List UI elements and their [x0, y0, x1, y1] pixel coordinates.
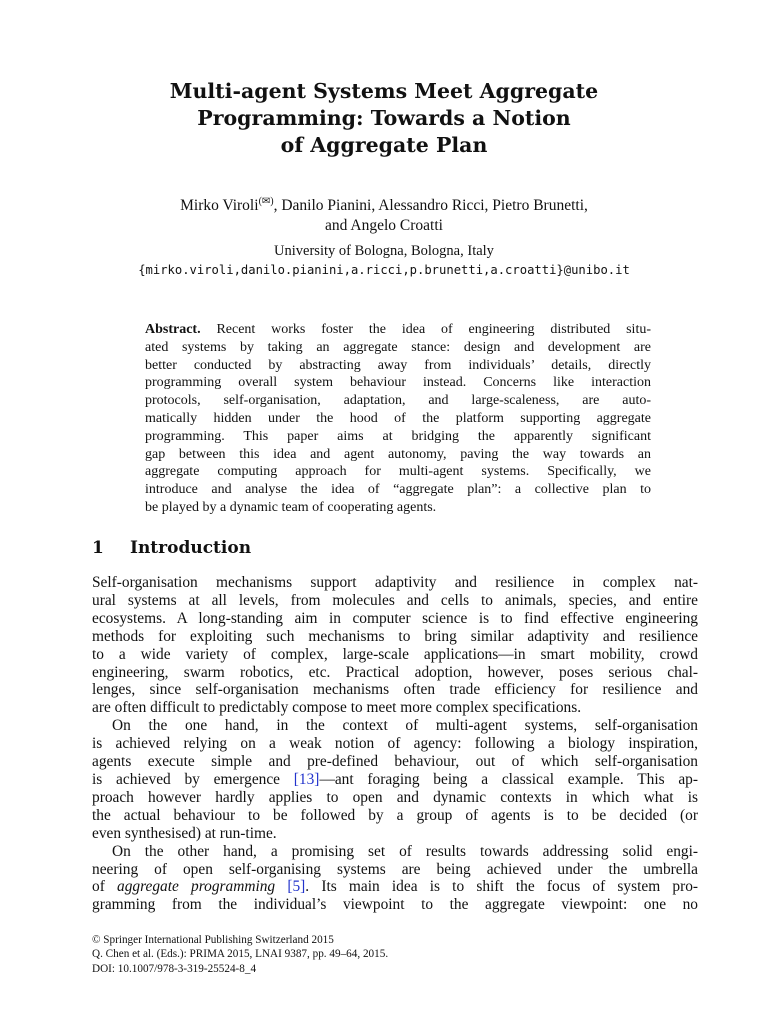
body-line: proach however hardly applies to open and dynamic contexts in which what is [92, 788, 698, 806]
envelope-icon: (✉) [258, 196, 274, 207]
abstract-label: Abstract. [145, 322, 201, 337]
publication-footer [92, 933, 388, 976]
body-line: of aggregate programming [5]. Its main idea is to shift the focus of system pro- [92, 878, 699, 896]
corresponding-author: Mirko Viroli [180, 197, 259, 215]
doi: DOI: 10.1007/978-3-319-25524-8_4 [92, 962, 257, 975]
proceedings-citation: Q. Chen et al. (Eds.): PRIMA 2015, LNAI 9387, pp. 49–64, 2015. [92, 948, 389, 961]
body-line: methods for exploiting such mechanisms to bring similar adaptivity and resilience [92, 627, 698, 645]
body-line: On the one hand, in the context of multi-agent systems, self-organisation [112, 717, 698, 735]
body-line: gramming from the individual’s viewpoint to the aggregate viewpoint: one no [92, 896, 698, 914]
abstract-line: better conducted by abstracting away from individuals’ details, directly [145, 357, 651, 373]
abstract-line: programming overall system behaviour instead. Concerns like interaction [145, 375, 651, 391]
abstract-line: ated systems by taking an aggregate stance: design and development are [145, 339, 651, 355]
institution: University of Bologna, Bologna, Italy [274, 243, 494, 259]
author-emails: {mirko.viroli,danilo.pianini,a.ricci,p.brunetti,a.croatti}@unibo.it [138, 263, 630, 277]
title-line-2: Programming: Towards a Notion [197, 106, 571, 130]
title-line-3: of Aggregate Plan [280, 133, 488, 157]
abstract-line: Abstract. Recent works foster the idea of engineering distributed situ- [145, 322, 651, 337]
citation-link-13[interactable]: [13] [293, 770, 320, 788]
abstract-line: introduce and analyse the idea of “aggregate plan”: a collective plan to [145, 482, 651, 498]
copyright-notice: © Springer International Publishing Switzerland 2015 [92, 934, 334, 946]
paper-title [0, 78, 768, 159]
body-line: engineering, swarm robotics, etc. Practical adoption, however, poses serious chal- [92, 663, 698, 681]
title-line-1: Multi-agent Systems Meet Aggregate [169, 79, 599, 103]
body-line: Self-organisation mechanisms support adaptivity and resilience in complex nat- [92, 574, 698, 591]
abstract-line: protocols, self-organisation, adaptation, and large-scaleness, are auto- [145, 393, 651, 409]
authors-line-2: and Angelo Croatti [325, 217, 443, 235]
section-number: 1 [92, 538, 104, 558]
body-line: ecosystems. A long-standing aim in computer science is to find effective engineering [92, 609, 698, 627]
author-list [0, 192, 768, 236]
section-title: Introduction [130, 538, 252, 558]
body-line: even synthesised) at run-time. [92, 824, 277, 842]
abstract-line: programming. This paper aims at bridging the apparently significant [145, 428, 651, 444]
body-line: On the other hand, a promising set of results towards addressing solid engi- [112, 842, 698, 860]
affiliation [0, 242, 768, 280]
emphasis-aggregate-programming: aggregate programming [117, 878, 276, 896]
authors-line-1 [0, 192, 768, 216]
body-line: are often difficult to predictably compose to meet more complex specifications. [92, 699, 582, 717]
abstract-line: be played by a dynamic team of cooperating agents. [145, 499, 437, 515]
body-line: is achieved relying on a weak notion of agency: following a biology inspiration, [92, 735, 698, 753]
citation-link-5[interactable]: [5] [287, 878, 306, 896]
co-authors: , Danilo Pianini, Alessandro Ricci, Pietro Brunetti, [273, 197, 588, 215]
body-line: the actual behaviour to be followed by a group of agents is to be decided (or [92, 806, 698, 824]
body-text [92, 574, 698, 914]
abstract-line: aggregate computing approach for multi-agent systems. Specifically, we [145, 464, 651, 480]
abstract [145, 321, 651, 517]
body-line: is achieved by emergence [13]—ant foraging being a classical example. This ap- [92, 770, 698, 788]
body-line: neering of open self-organising systems are being achieved under the umbrella [92, 860, 698, 878]
abstract-line: gap between this idea and agent autonomy, paving the way towards an [145, 446, 651, 462]
section-heading [92, 538, 251, 558]
body-line: to a wide variety of complex, large-scale applications—in smart mobility, crowd [92, 645, 698, 663]
abstract-line: matically hidden under the hood of the platform supporting aggregate [145, 410, 651, 426]
body-line: agents execute simple and pre-defined behaviour, out of which self-organisation [92, 753, 698, 771]
body-line: lenges, since self-organisation mechanisms often trade efficiency for resilience and [92, 681, 698, 699]
body-line: ural systems at all levels, from molecules and cells to animals, species, and entire [92, 591, 698, 609]
